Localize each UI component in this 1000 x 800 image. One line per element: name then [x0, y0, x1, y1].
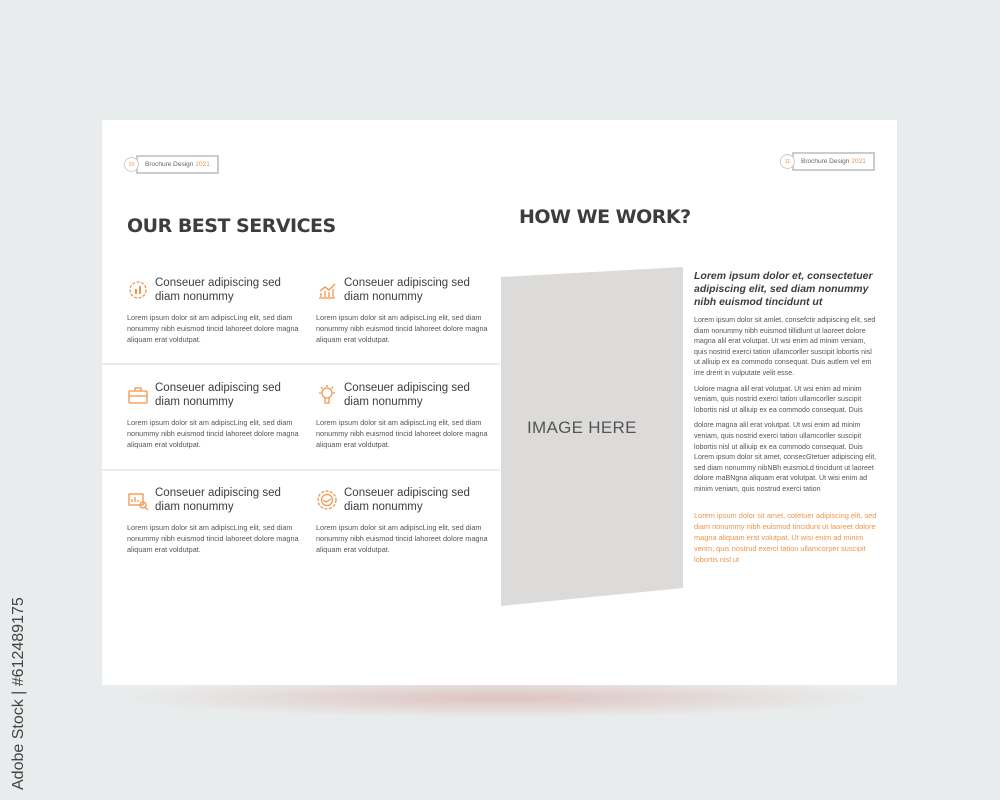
how-we-work-text: [694, 270, 878, 570]
service-title: Conseuer adipiscing sed diam nonummy: [155, 277, 281, 303]
paragraph: dolore magna alil erat volutpat. Ut wsi enim ad minim veniam, quis nostrid exerci tation ullamcorller suscipit lobortis nisl ut alliuip ex ea commodo consequat. Duis Lorem ipsum dolor sit amet, consecGtetuer adipiscing elit, sed diam nonummy nibNBh euismoLd tincidunt ut laoreet dolore maBNgna aliquam erat volutpat. Ut wisi enim ad minim veniam, quis nostrud exerci tation: [694, 421, 877, 493]
service-title: Conseuer adipiscing sed diam nonummy: [155, 487, 281, 513]
tag-label: Brochure Design: [145, 161, 194, 168]
service-title: Conseuer adipiscing sed diam nonummy: [344, 277, 470, 303]
highlight-paragraph: Lorem ipsum dolor sit amet, cotetuer adipiscing elit, sed diam nonummy nibh euismod tincidunt ut laoreet dolore magna aliquam erat volutpat. Ut wisi enim ad minim venm, quis nostrud exerci tation ullamcorper suscipit lobortis nisl ut: [694, 510, 877, 564]
lead-text: Lorem ipsum dolor et, consectetuer adipiscing elit, sed diam nonummy nibh euismod tincidunt ut: [694, 270, 873, 308]
service-text: Lorem ipsum dolor sit am adipiscLing elit, sed diam nonummy nibh euismod tincid lahoreet dolore magna aliquam erat voldutpat.: [316, 313, 488, 344]
brochure-spread: [102, 120, 897, 685]
service-text: Lorem ipsum dolor sit am adipiscLing elit, sed diam nonummy nibh euismod tincid lahoreet dolore magna aliquam erat voldutpat.: [127, 523, 299, 554]
page-number: 11: [780, 154, 795, 169]
service-title: Conseuer adipiscing sed diam nonummy: [344, 487, 470, 513]
service-text: Lorem ipsum dolor sit am adipiscLing elit, sed diam nonummy nibh euismod tincid lahoreet dolore magna aliquam erat voldutpat.: [127, 418, 299, 449]
service-text: Lorem ipsum dolor sit am adipiscLing elit, sed diam nonummy nibh euismod tincid lahoreet dolore magna aliquam erat voldutpat.: [316, 523, 488, 554]
service-text: Lorem ipsum dolor sit am adipiscLing elit, sed diam nonummy nibh euismod tincid lahoreet dolore magna aliquam erat voldutpat.: [316, 418, 488, 449]
service-text: Lorem ipsum dolor sit am adipiscLing elit, sed diam nonummy nibh euismod tincid lahoreet dolore magna aliquam erat voldutpat.: [127, 313, 299, 344]
service-title: Conseuer adipiscing sed diam nonummy: [155, 382, 281, 408]
image-placeholder-label: IMAGE HERE: [527, 418, 637, 437]
tag-year: 2021: [195, 161, 210, 168]
watermark: Adobe Stock | #612489175: [10, 597, 27, 790]
tag-label: Brochure Design: [801, 158, 850, 165]
how-we-work-title: HOW WE WORK?: [519, 206, 691, 228]
services-title: OUR BEST SERVICES: [127, 215, 336, 237]
paragraph: Uolore magna alil erat volutpat. Ut wsi enim ad minim veniam, quis nostrid exerci tation ullamcorller suscipit lobortis nisl ut alliuip ex ea commodo consequat. Duis: [694, 384, 863, 414]
page-number: 10: [124, 157, 139, 172]
tag-year: 2021: [851, 158, 866, 165]
service-title: Conseuer adipiscing sed diam nonummy: [344, 382, 470, 408]
paragraph: Lorem ipsum dolor sit amlet, consefctir adipiscing elit, sed diam nonummy nibh euismod tillidlunt ut laoreet dolore magna alil erat volutpat. Ut wsi enim ad minim veniam, quis nostrid exerci tation ullamcorller suscipit lobortis nisl ut alliuip ex ea commodo consequat. Duis autlem vel em irre drerit in vulputate velit esse.: [694, 316, 876, 377]
